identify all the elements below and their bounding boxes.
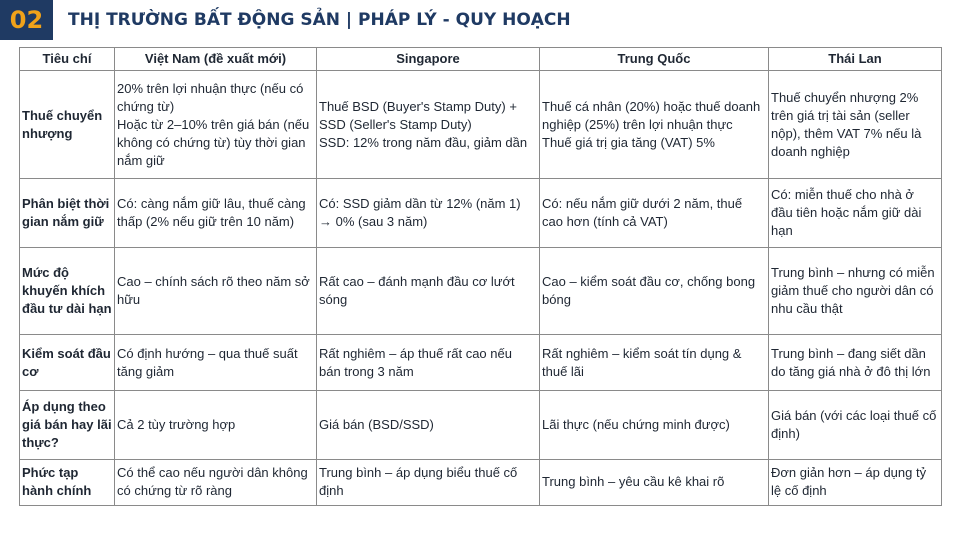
table-row [20, 71, 942, 179]
thailand-cell: Thuế chuyển nhượng 2% trên giá trị tài sản (seller nộp), thêm VAT 7% nếu là doanh nghiệp [769, 71, 942, 179]
criterion-cell: Kiểm soát đầu cơ [20, 335, 115, 391]
china-cell: Lãi thực (nếu chứng minh được) [540, 391, 769, 459]
vietnam-cell: Cả 2 tùy trường hợp [115, 391, 317, 459]
column-header-thailand: Thái Lan [769, 48, 942, 71]
vietnam-cell: Có thể cao nếu người dân không có chứng từ rõ ràng [115, 459, 317, 505]
china-cell: Cao – kiểm soát đầu cơ, chống bong bóng [540, 247, 769, 334]
column-header-criterion: Tiêu chí [20, 48, 115, 71]
criterion-cell: Phức tạp hành chính [20, 459, 115, 505]
table-row [20, 391, 942, 459]
singapore-cell: Thuế BSD (Buyer's Stamp Duty) + SSD (Seller's Stamp Duty) SSD: 12% trong năm đầu, giảm dần [317, 71, 540, 179]
singapore-cell: Có: SSD giảm dần từ 12% (năm 1) → 0% (sau 3 năm) [317, 179, 540, 247]
section-number-badge: 02 [0, 0, 53, 40]
column-header-china: Trung Quốc [540, 48, 769, 71]
table-header-row [20, 48, 942, 71]
comparison-table [19, 47, 942, 506]
singapore-cell: Rất nghiêm – áp thuế rất cao nếu bán trong 3 năm [317, 335, 540, 391]
table-row [20, 459, 942, 505]
table-row [20, 179, 942, 247]
china-cell: Thuế cá nhân (20%) hoặc thuế doanh nghiệp (25%) trên lợi nhuận thực Thuế giá trị gia tăng (VAT) 5% [540, 71, 769, 179]
criterion-cell: Thuế chuyển nhượng [20, 71, 115, 179]
column-header-singapore: Singapore [317, 48, 540, 71]
column-header-vietnam: Việt Nam (đề xuất mới) [115, 48, 317, 71]
china-cell: Trung bình – yêu cầu kê khai rõ [540, 459, 769, 505]
china-cell: Rất nghiêm – kiểm soát tín dụng & thuế lãi [540, 335, 769, 391]
singapore-cell: Trung bình – áp dụng biểu thuế cố định [317, 459, 540, 505]
thailand-cell: Có: miễn thuế cho nhà ở đầu tiên hoặc nắm giữ dài hạn [769, 179, 942, 247]
thailand-cell: Đơn giản hơn – áp dụng tỷ lệ cố định [769, 459, 942, 505]
thailand-cell: Trung bình – đang siết dần do tăng giá nhà ở đô thị lớn [769, 335, 942, 391]
singapore-cell: Rất cao – đánh mạnh đầu cơ lướt sóng [317, 247, 540, 334]
vietnam-cell: Có: càng nắm giữ lâu, thuế càng thấp (2% nếu giữ trên 10 năm) [115, 179, 317, 247]
thailand-cell: Trung bình – nhưng có miễn giảm thuế cho người dân có nhu cầu thật [769, 247, 942, 334]
china-cell: Có: nếu nắm giữ dưới 2 năm, thuế cao hơn (tính cả VAT) [540, 179, 769, 247]
criterion-cell: Mức độ khuyến khích đầu tư dài hạn [20, 247, 115, 334]
vietnam-cell: Có định hướng – qua thuế suất tăng giảm [115, 335, 317, 391]
criterion-cell: Phân biệt thời gian nắm giữ [20, 179, 115, 247]
table-row [20, 247, 942, 334]
table-row [20, 335, 942, 391]
page-title: THỊ TRƯỜNG BẤT ĐỘNG SẢN | PHÁP LÝ - QUY HOẠCH [68, 10, 571, 30]
vietnam-cell: 20% trên lợi nhuận thực (nếu có chứng từ) Hoặc từ 2–10% trên giá bán (nếu không có chứng từ) tùy thời gian nắm giữ [115, 71, 317, 179]
criterion-cell: Áp dụng theo giá bán hay lãi thực? [20, 391, 115, 459]
vietnam-cell: Cao – chính sách rõ theo năm sở hữu [115, 247, 317, 334]
singapore-cell: Giá bán (BSD/SSD) [317, 391, 540, 459]
thailand-cell: Giá bán (với các loại thuế cố định) [769, 391, 942, 459]
